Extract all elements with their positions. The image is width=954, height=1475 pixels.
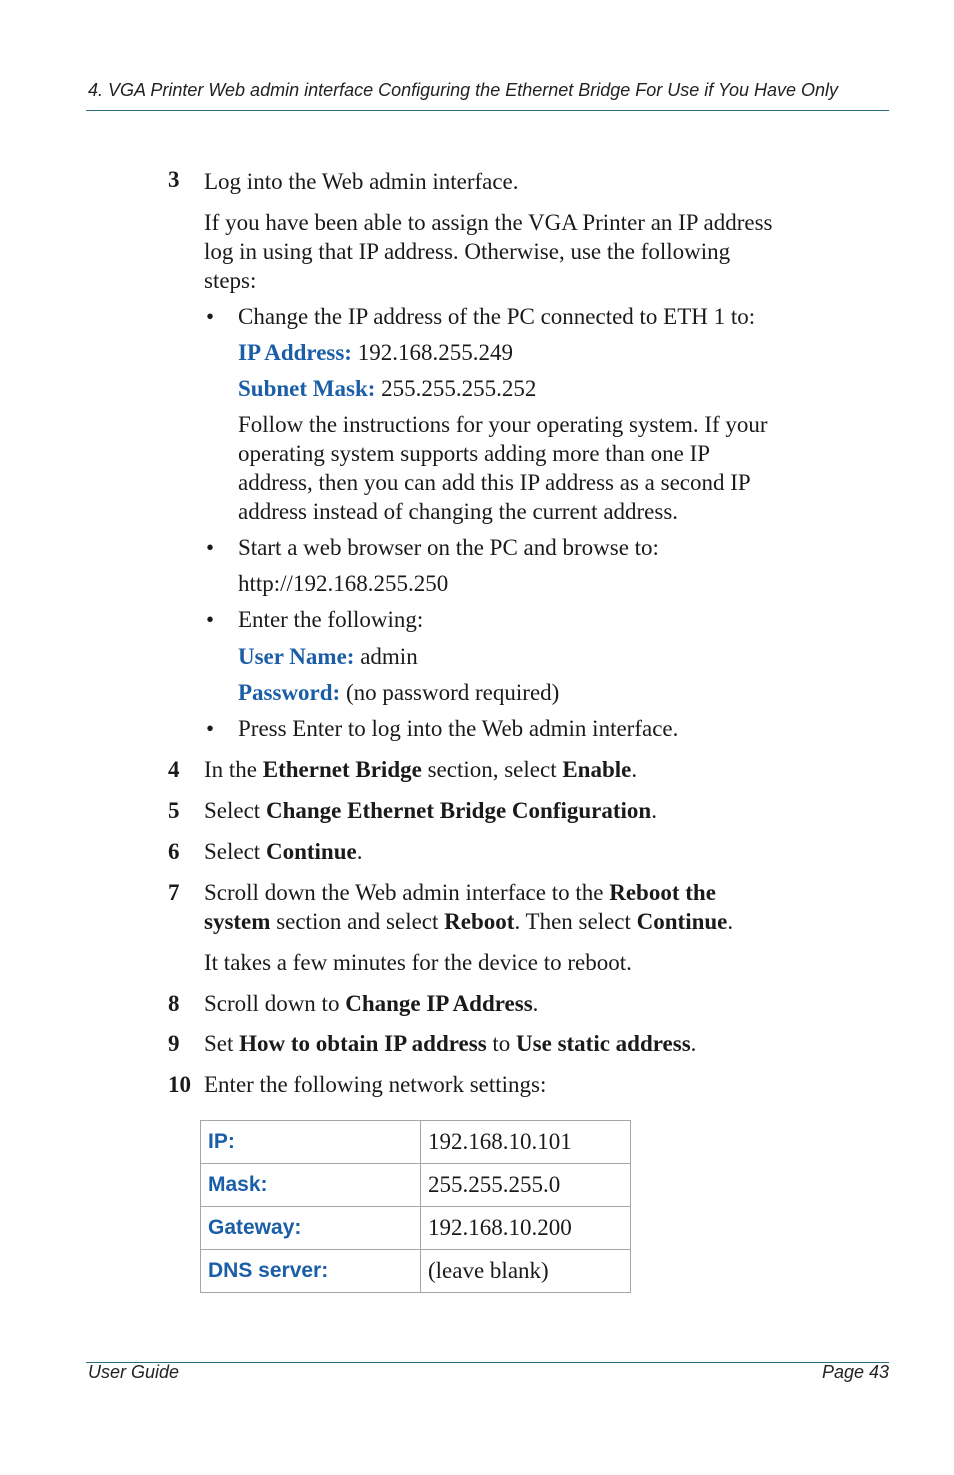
- header-divider: [86, 110, 889, 111]
- table-label: Mask:: [201, 1164, 421, 1207]
- bullet-icon: •: [206, 716, 215, 741]
- paragraph-line: operating system supports adding more than one IP: [238, 441, 711, 466]
- bullet-text: Press Enter to log into the Web admin interface.: [238, 716, 679, 741]
- table-value: 192.168.10.101: [421, 1121, 631, 1164]
- table-row: [201, 1164, 631, 1207]
- paragraph-line: Follow the instructions for your operating system. If your: [238, 412, 768, 437]
- step-number: 10: [168, 1072, 191, 1097]
- table-value: (leave blank): [421, 1250, 631, 1293]
- paragraph-line: address instead of changing the current address.: [238, 499, 679, 524]
- table-label: Gateway:: [201, 1207, 421, 1250]
- user-name-label: User Name:: [238, 644, 355, 669]
- paragraph-line: address, then you can add this IP address as a second IP: [238, 470, 751, 495]
- step-text: Log into the Web admin interface.: [204, 169, 519, 194]
- table-value: 255.255.255.0: [421, 1164, 631, 1207]
- table-row: [201, 1250, 631, 1293]
- table-label: DNS server:: [201, 1250, 421, 1293]
- step-text: In the Ethernet Bridge section, select Enable.: [204, 757, 638, 782]
- step-number: 9: [168, 1031, 180, 1056]
- step-text: Enter the following network settings:: [204, 1072, 547, 1097]
- step-text: Select Change Ethernet Bridge Configuration.: [204, 798, 657, 823]
- footer-guide-label: User Guide: [88, 1362, 180, 1382]
- step-note: It takes a few minutes for the device to reboot.: [204, 950, 632, 975]
- password-line: [238, 678, 559, 707]
- network-settings-table: [200, 1120, 631, 1293]
- step-number: 5: [168, 798, 180, 823]
- subnet-mask-value: 255.255.255.252: [375, 376, 537, 401]
- user-name-value: admin: [354, 644, 418, 669]
- bullet-text: Change the IP address of the PC connected to ETH 1 to:: [238, 304, 756, 329]
- url-text: http://192.168.255.250: [238, 571, 449, 596]
- bullet-icon: •: [206, 535, 215, 560]
- running-header: 4. VGA Printer Web admin interface Configuring the Ethernet Bridge For Use if You Have Only: [88, 80, 839, 100]
- user-name-line: [238, 642, 418, 671]
- step-text: system section and select Reboot. Then select Continue.: [204, 909, 734, 934]
- step-text: Select Continue.: [204, 839, 363, 864]
- step-number: 6: [168, 839, 180, 864]
- bullet-icon: •: [206, 304, 215, 329]
- step-number: 7: [168, 880, 180, 905]
- password-label: Password:: [238, 680, 341, 705]
- footer-divider: [86, 1362, 889, 1363]
- bullet-icon: •: [206, 607, 215, 632]
- ip-address-label: IP Address:: [238, 340, 352, 365]
- step-text: Scroll down to Change IP Address.: [204, 991, 539, 1016]
- ip-address-value: 192.168.255.249: [351, 340, 513, 365]
- table-row: [201, 1121, 631, 1164]
- step-number: 4: [168, 757, 180, 782]
- bullet-text: Start a web browser on the PC and browse to:: [238, 535, 659, 560]
- bullet-text: Enter the following:: [238, 607, 424, 632]
- paragraph-line: steps:: [204, 268, 257, 293]
- table-label: IP:: [201, 1121, 421, 1164]
- page-number: Page 43: [821, 1362, 889, 1382]
- subnet-mask-line: [238, 374, 536, 403]
- table-value: 192.168.10.200: [421, 1207, 631, 1250]
- paragraph-line: log in using that IP address. Otherwise, use the following: [204, 239, 731, 264]
- password-value: (no password required): [340, 680, 560, 705]
- step-text: Set How to obtain IP address to Use static address.: [204, 1031, 697, 1056]
- step-number: 8: [168, 991, 180, 1016]
- step-number: 3: [168, 167, 180, 192]
- paragraph-line: If you have been able to assign the VGA Printer an IP address: [204, 210, 773, 235]
- table-row: [201, 1207, 631, 1250]
- ip-address-line: [238, 338, 513, 367]
- step-text: Scroll down the Web admin interface to the Reboot the: [204, 880, 716, 905]
- subnet-mask-label: Subnet Mask:: [238, 376, 376, 401]
